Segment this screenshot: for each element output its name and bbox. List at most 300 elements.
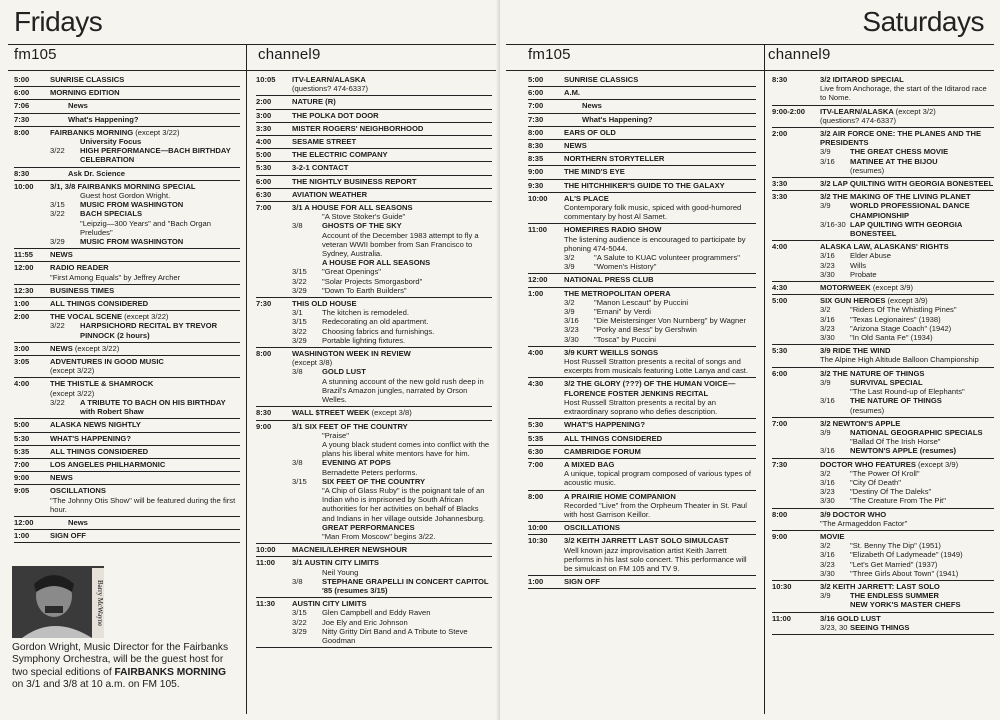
line-date: [292, 440, 322, 458]
entry-title: A MIXED BAG: [564, 459, 615, 469]
entry-line: [820, 157, 994, 166]
entry-time: 12:00: [14, 263, 34, 273]
day-title: Fridays: [14, 6, 103, 37]
entry-body: [820, 179, 994, 188]
schedule-entry: [772, 74, 994, 106]
entry-line: [820, 550, 994, 559]
entry-title: 3/9 DOCTOR WHO: [820, 509, 887, 519]
schedule-entry: [772, 345, 994, 367]
entry-title: THE THISTLE & SHAMROCK: [50, 379, 154, 389]
entry-time: 1:00: [14, 299, 30, 309]
entry-time: 6:00: [772, 368, 788, 378]
entry-title: WASHINGTON WEEK IN REVIEW: [292, 349, 411, 359]
line-text: (resumes): [850, 405, 885, 415]
line-text: Glen Campbell and Eddy Raven: [322, 608, 431, 618]
line-text: MUSIC FROM WASHINGTON: [80, 200, 184, 210]
entry-title: NATIONAL PRESS CLUB: [564, 275, 654, 285]
entry-title: Ask Dr. Science: [68, 168, 125, 178]
entry-title: 3-2-1 CONTACT: [292, 163, 349, 173]
entry-description: Well known jazz improvisation artist Keith Jarrett performs in his last solo concert. This performance will be simulcast on FM 105 and TV 9.: [564, 545, 747, 573]
line-text: Probate: [850, 269, 877, 279]
line-text: Joe Ely and Eric Johnson: [322, 617, 408, 627]
entry-title: NEWS (except 3/22): [50, 343, 120, 353]
entry-description: Contemporary folk music, spiced with good-humored commentary by host Al Samet.: [564, 203, 742, 222]
entry-body: [50, 357, 240, 375]
entry-line: [292, 486, 492, 523]
entry-title: BUSINESS TIMES: [50, 285, 115, 295]
schedule-entry: [772, 581, 994, 613]
entry-line: [564, 325, 756, 334]
entry-line: [820, 600, 994, 609]
entry-title: 3/2 THE MAKING OF THE LIVING PLANET: [820, 192, 971, 202]
line-text: HARPSICHORD RECITAL BY TREVOR PINNOCK (2 hours): [80, 321, 218, 340]
schedule-entry: [772, 241, 994, 282]
entry-time: 9:00: [14, 473, 30, 483]
entry-line: [292, 523, 492, 532]
schedule-entry: [772, 418, 994, 459]
schedule-entry: [256, 348, 492, 407]
entry-body: [50, 263, 240, 281]
caption-program: FAIRBANKS MORNING: [114, 666, 227, 678]
entry-body: [564, 181, 756, 190]
entry-body: [564, 88, 756, 97]
line-text: Redecorating an old apartment.: [322, 317, 429, 327]
line-text: "Manon Lescaut" by Puccini: [594, 297, 689, 307]
line-text: "Let's Get Married" (1937): [850, 559, 938, 569]
schedule-entry: [14, 485, 240, 517]
schedule-entry: [256, 298, 492, 348]
entry-title: WHAT'S HAPPENING?: [564, 420, 645, 430]
schedule-entry: [256, 189, 492, 202]
entry-title: WALL $TREET WEEK (except 3/8): [292, 408, 412, 418]
entry-time: 5:30: [256, 163, 272, 173]
entry-title: What's Happening?: [582, 114, 653, 124]
entry-line: [820, 478, 994, 487]
entry-body: [292, 137, 492, 146]
entry-time: 5:00: [772, 296, 788, 306]
line-date: [820, 437, 850, 446]
line-date: 3/22: [292, 276, 307, 286]
schedule-entry: [772, 128, 994, 178]
entry-time: 2:00: [256, 97, 272, 107]
entry-line: [292, 618, 492, 627]
line-date: 3/16-30: [820, 219, 846, 229]
line-date: [820, 166, 850, 175]
line-date: 3/2: [820, 468, 831, 478]
entry-time: 11:00: [772, 613, 792, 623]
schedule-entry: [14, 100, 240, 113]
entry-body: [820, 107, 994, 125]
entry-line: [292, 627, 492, 645]
entry-title: ITV-LEARN/ALASKA (except 3/2): [820, 106, 936, 116]
schedule-entry: [14, 472, 240, 485]
entry-title: 3/2 NEWTON'S APPLE: [820, 418, 901, 428]
entry-body: [820, 419, 994, 456]
entry-title: AUSTIN CITY LIMITS: [292, 599, 367, 609]
entry-time: 7:30: [772, 459, 788, 469]
entry-time: 6:30: [256, 189, 272, 199]
line-date: 3/30: [820, 269, 835, 279]
line-date: 3/15: [292, 608, 307, 618]
entry-title: 3/1 AUSTIN CITY LIMITS: [292, 558, 379, 568]
entry-body: [50, 128, 240, 165]
line-text: "Destiny Of The Daleks": [850, 487, 932, 497]
entry-time: 8:00: [256, 349, 272, 359]
entry-line: [292, 336, 492, 345]
entry-title: HOMEFIRES RADIO SHOW: [564, 225, 662, 235]
entry-time: 10:30: [772, 581, 792, 591]
line-date: 3/16: [820, 396, 835, 406]
schedule-entry: [14, 517, 240, 530]
entry-body: [50, 460, 240, 469]
entry-time: 6:00: [528, 88, 544, 98]
entry-body: [292, 177, 492, 186]
entry-body: [292, 75, 492, 93]
entry-line: [820, 201, 994, 219]
entry-time: 5:35: [528, 433, 544, 443]
schedule-entry: [772, 106, 994, 128]
schedule-entry: [528, 446, 756, 459]
schedule-entry: [772, 295, 994, 345]
entry-note: (except 3/22): [124, 312, 169, 322]
line-text: "Elizabeth Of Ladymeade" (1949): [850, 550, 963, 560]
entry-body: [564, 101, 756, 110]
channel-schedule: [256, 74, 492, 648]
entry-time: 9:00: [528, 167, 544, 177]
entry-title: SESAME STREET: [292, 137, 357, 147]
line-text: Choosing fabrics and furnishings.: [322, 326, 435, 336]
entry-body: [564, 289, 756, 344]
entry-time: 4:30: [772, 283, 788, 293]
entry-line: [820, 315, 994, 324]
line-text: Bernadette Peters performs.: [322, 467, 418, 477]
entry-description: Host Russell Stratton presents a recital of songs and excerpts from musicals featuring Lotte Lanya and cast.: [564, 357, 749, 376]
line-date: 3/9: [820, 427, 831, 437]
schedule-entry: [256, 544, 492, 557]
line-text: A young black student comes into conflict with the plans his liberal white mentors have for him.: [322, 439, 490, 459]
entry-line: [292, 286, 492, 295]
schedule-entry: [256, 74, 492, 96]
line-date: 3/30: [820, 496, 835, 506]
line-date: 3/22: [50, 321, 65, 331]
entry-title: THE ELECTRIC COMPANY: [292, 150, 388, 160]
line-text: Wills: [850, 260, 867, 270]
line-text: "The Creature From The Pit": [850, 496, 946, 506]
line-text: University Focus: [80, 137, 142, 147]
entry-time: 7:00: [528, 101, 544, 111]
channel-schedule: [772, 74, 994, 635]
entry-body: [820, 75, 994, 103]
entry-body: [50, 434, 240, 443]
entry-time: 10:00: [14, 181, 34, 191]
entry-body: [820, 460, 994, 506]
photo-caption: [12, 642, 238, 692]
entry-title: THE MIND'S EYE: [564, 167, 625, 177]
line-date: [292, 231, 322, 259]
entry-body: [50, 531, 240, 540]
line-date: 3/8: [292, 221, 303, 231]
line-date: [292, 523, 322, 532]
line-text: NEW YORK'S MASTER CHEFS: [850, 600, 961, 610]
entry-note: (except 3/22): [135, 127, 180, 137]
entry-time: 5:00: [256, 150, 272, 160]
line-date: 3/2: [564, 297, 575, 307]
entry-line: [292, 327, 492, 336]
entry-time: 11:00: [528, 225, 548, 235]
entry-line: [820, 261, 994, 270]
entry-line: [292, 440, 492, 458]
line-text: THE NATURE OF THINGS: [850, 396, 942, 406]
entry-body: [564, 492, 756, 520]
entry-title: ALL THINGS CONSIDERED: [50, 299, 149, 309]
entry-time: 4:00: [256, 137, 272, 147]
entry-line: [50, 237, 240, 246]
entry-time: 8:00: [772, 509, 788, 519]
line-date: [292, 431, 322, 440]
schedule-entry: [256, 421, 492, 545]
entry-title: 3/2 AIR FORCE ONE: THE PLANES AND THE PRESIDENTS: [820, 129, 982, 148]
entry-note: (except 3/9): [872, 283, 914, 293]
entry-body: [820, 582, 994, 610]
entry-description: (except 3/22): [50, 388, 95, 398]
line-date: [292, 532, 322, 541]
line-text: SIX FEET OF THE COUNTRY: [322, 476, 426, 486]
line-date: 3/23: [820, 323, 835, 333]
entry-body: [820, 532, 994, 578]
line-text: HIGH PERFORMANCE—BACH BIRTHDAY CELEBRATION: [80, 146, 231, 165]
line-text: Portable lighting fixtures.: [322, 335, 406, 345]
entry-time: 5:30: [772, 346, 788, 356]
entry-title: 3/2 KEITH JARRETT LAST SOLO SIMULCAST: [564, 536, 729, 546]
line-date: 3/9: [564, 262, 575, 272]
entry-time: 8:00: [528, 491, 544, 501]
line-text: Neil Young: [322, 567, 359, 577]
schedule-entry: [772, 368, 994, 418]
line-text: "City Of Death": [850, 477, 901, 487]
line-date: 3/30: [820, 333, 835, 343]
entry-body: [50, 75, 240, 84]
entry-line: [820, 387, 994, 396]
entry-time: 7:30: [256, 299, 272, 309]
entry-body: [50, 169, 240, 178]
photo-credit: Barry McWayne: [92, 568, 104, 638]
caption-text: on 3/1 and 3/8 at 10 a.m. on FM 105.: [12, 679, 180, 691]
schedule-entry: [772, 178, 994, 191]
schedule-entry: [528, 74, 756, 87]
entry-time: 4:00: [772, 242, 788, 252]
line-date: 3/22: [292, 617, 307, 627]
entry-title: THE VOCAL SCENE (except 3/22): [50, 312, 169, 322]
entry-line: [820, 437, 994, 446]
line-date: 3/16: [820, 314, 835, 324]
entry-line: [820, 428, 994, 437]
line-date: 3/15: [292, 267, 307, 277]
line-date: [292, 377, 322, 405]
entry-line: [820, 166, 994, 175]
line-date: 3/9: [820, 201, 831, 211]
entry-title: SIGN OFF: [50, 531, 86, 541]
entry-time: 5:00: [528, 75, 544, 84]
line-text: LAP QUILTING WITH GEORGIA BONESTEEL: [850, 219, 963, 239]
schedule-entry: [528, 288, 756, 347]
schedule-entry: [528, 378, 756, 419]
schedule-entry: [14, 168, 240, 181]
entry-body: [292, 422, 492, 542]
entry-body: [50, 182, 240, 246]
line-date: 3/16: [820, 251, 835, 261]
line-date: 3/22: [50, 209, 65, 219]
line-text: "Riders Of The Whistling Pines": [850, 305, 957, 315]
entry-body: [564, 154, 756, 163]
entry-line: [564, 298, 756, 307]
entry-line: [820, 560, 994, 569]
schedule-entry: [256, 149, 492, 162]
entry-title: MISTER ROGERS' NEIGHBORHOOD: [292, 123, 424, 133]
entry-description: (except 3/22): [50, 366, 95, 376]
entry-line: [820, 623, 994, 632]
entry-time: 4:00: [14, 379, 30, 389]
entry-line: [292, 212, 492, 221]
entry-time: 8:35: [528, 154, 544, 164]
schedule-entry: [528, 347, 756, 379]
line-text: THE ENDLESS SUMMER: [850, 591, 940, 601]
entry-time: 7:30: [14, 114, 30, 124]
entry-title: News: [68, 517, 88, 527]
entry-time: 3:00: [14, 343, 30, 353]
entry-time: 8:00: [528, 127, 544, 137]
entry-body: [564, 420, 756, 429]
schedule-entry: [528, 459, 756, 491]
entry-body: [564, 348, 756, 376]
entry-title: A PRAIRIE HOME COMPANION: [564, 491, 676, 501]
entry-title: SIX GUN HEROES (except 3/9): [820, 296, 928, 306]
schedule-entry: [528, 180, 756, 193]
line-date: [292, 468, 322, 477]
line-text: "In Old Santa Fe" (1934): [850, 333, 933, 343]
entry-body: [50, 88, 240, 97]
line-text: WORLD PROFESSIONAL DANCE CHAMPIONSHIP: [850, 201, 970, 220]
line-date: 3/8: [292, 367, 303, 377]
entry-line: [564, 335, 756, 344]
schedule-entry: [14, 127, 240, 168]
entry-time: 7:00: [14, 459, 30, 469]
entry-time: 8:00: [14, 127, 30, 137]
entry-line: [292, 377, 492, 405]
line-text: The kitchen is remodeled.: [322, 308, 409, 318]
line-date: 3/29: [292, 626, 307, 636]
schedule-entry: [528, 491, 756, 523]
schedule-entry: [14, 87, 240, 100]
entry-body: [292, 408, 492, 417]
line-text: NEWTON'S APPLE (resumes): [850, 446, 957, 456]
entry-time: 3:30: [772, 179, 788, 189]
entry-time: 11:30: [256, 599, 276, 609]
line-date: [50, 219, 80, 237]
schedule-entry: [14, 74, 240, 87]
entry-line: [292, 532, 492, 541]
entry-title: LOS ANGELES PHILHARMONIC: [50, 459, 166, 469]
schedule-entry: [256, 110, 492, 123]
entry-title: 3/2 LAP QUILTING WITH GEORGIA BONESTEEL: [820, 179, 994, 189]
entry-body: [820, 192, 994, 238]
line-date: 3/29: [292, 335, 307, 345]
entry-time: 8:30: [256, 408, 272, 418]
entry-description: Host Russell Stratton presents a recital by an extraordinary soprano who defies description.: [564, 397, 718, 417]
entry-body: [50, 344, 240, 353]
line-date: 3/23, 30: [820, 622, 848, 632]
entry-body: [564, 225, 756, 271]
entry-description: Live from Anchorage, the start of the Iditarod race to Nome.: [820, 84, 987, 103]
column-divider: [764, 44, 765, 714]
schedule-entry: [14, 459, 240, 472]
line-text: Elder Abuse: [850, 251, 891, 261]
entry-body: [820, 346, 994, 364]
entry-title: DOCTOR WHO FEATURES (except 3/9): [820, 459, 959, 469]
entry-body: [564, 128, 756, 137]
entry-time: 8:30: [528, 141, 544, 151]
line-text: "Great Openings": [322, 267, 381, 277]
line-text: "A Salute to KUAC volunteer programmers": [594, 253, 740, 263]
entry-title: SUNRISE CLASSICS: [50, 75, 125, 84]
caption-text: Gordon Wright, Music Director for the Fairbanks Symphony Orchestra, will be the guest host for two special editions of: [12, 642, 229, 678]
entry-line: [50, 219, 240, 237]
divider: [506, 44, 994, 45]
entry-line: [292, 577, 492, 595]
column-divider: [246, 44, 247, 714]
entry-time: 6:00: [256, 176, 272, 186]
entry-body: [292, 150, 492, 159]
entry-line: [292, 231, 492, 259]
entry-line: [820, 324, 994, 333]
schedule-entry: [256, 96, 492, 109]
entry-time: 5:00: [14, 75, 30, 84]
schedule-entry: [14, 433, 240, 446]
entry-title: SIGN OFF: [564, 577, 600, 587]
divider: [8, 44, 496, 45]
schedule-entry: [256, 598, 492, 648]
entry-body: [820, 369, 994, 415]
line-date: 3/29: [50, 237, 65, 247]
entry-body: [564, 460, 756, 488]
entry-title: NORTHERN STORYTELLER: [564, 154, 665, 164]
entry-body: [820, 614, 994, 632]
entry-line: [292, 477, 492, 486]
line-text: "Arizona Stage Coach" (1942): [850, 323, 952, 333]
entry-line: [50, 191, 240, 200]
line-text: "St. Benny The Dip" (1951): [850, 541, 941, 551]
schedule-entry: [256, 136, 492, 149]
schedule-entry: [528, 433, 756, 446]
line-date: 3/2: [820, 305, 831, 315]
entry-body: [564, 523, 756, 532]
line-text: "Three Girls About Town" (1941): [850, 568, 959, 578]
entry-line: [820, 569, 994, 578]
entry-time: 1:00: [528, 288, 544, 298]
entry-note: (except 3/2): [895, 106, 936, 116]
schedule-entry: [772, 531, 994, 581]
entry-line: [50, 146, 240, 164]
entry-line: [50, 209, 240, 218]
entry-body: [50, 486, 240, 514]
schedule-entry: [14, 311, 240, 343]
entry-time: 7:30: [528, 114, 544, 124]
schedule-entry: [14, 378, 240, 419]
schedule-entry: [14, 419, 240, 432]
line-text: "Tosca" by Puccini: [594, 334, 656, 344]
entry-description: Recorded "Live" from the Orpheum Theater in St. Paul with host Garrison Keillor.: [564, 500, 747, 519]
line-date: [50, 137, 80, 146]
entry-title: 3/2 THE NATURE OF THINGS: [820, 368, 925, 378]
